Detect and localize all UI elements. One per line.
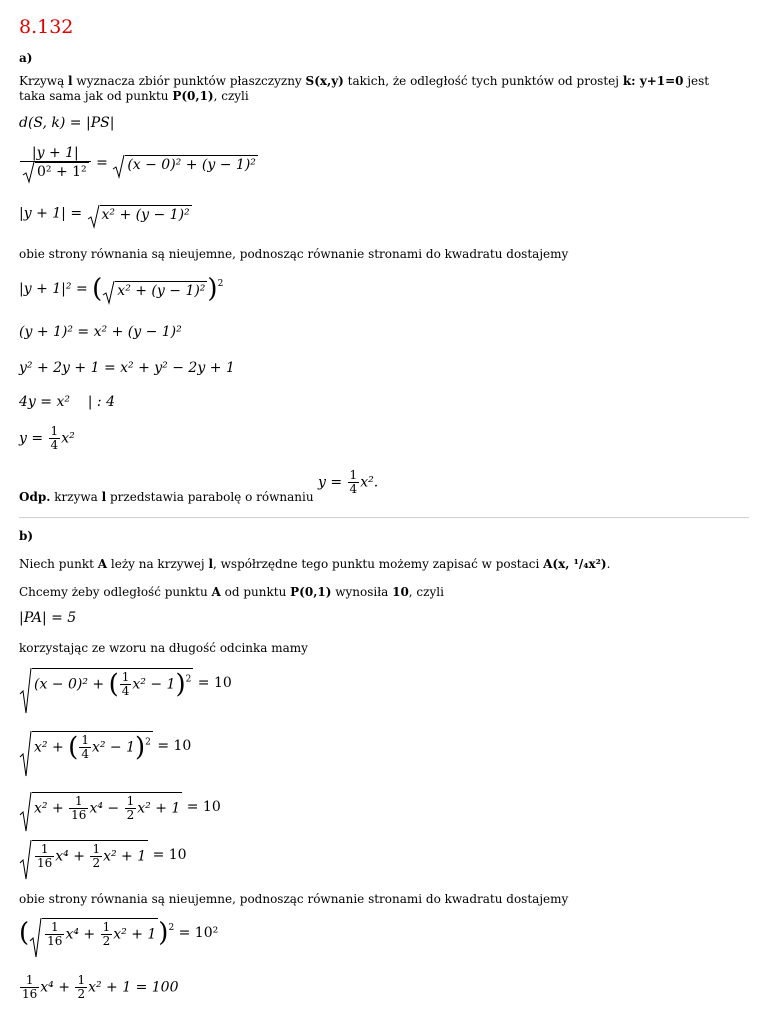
problem-number: 8.132 (19, 16, 74, 38)
equation-a7: 4y = x² | : 4 (19, 394, 115, 410)
equation-a5: (y + 1)² = x² + (y − 1)² (19, 324, 182, 340)
equation-a2: $\frac{|y + 1|}{\text{0² + 1²}}$ = (x − 0)² + (y − 1)² (19, 146, 258, 180)
part-b-line1: Niech punkt A leży na krzywej l, współrzędne tego punktu możemy zapisać w postaci A(x, ¹/₄x²). (19, 557, 611, 571)
part-b-note1: korzystając ze wzoru na długość odcinka mamy (19, 641, 308, 655)
equation-b6: ( $\frac{1}{16}$ x⁴ + $\frac{1}{2}$ x² + 1)$^2$ = 10² (19, 918, 218, 948)
part-b-label: b) (19, 529, 34, 543)
part-a-label: a) (19, 51, 33, 65)
equation-b7: $\frac{1}{16}$ x⁴ + $\frac{1}{2}$ x² + 1 = 100 (22, 973, 179, 1001)
section-divider (19, 517, 749, 518)
part-a-intro: Krzywą l wyznacza zbiór punktów płaszczyzny S(x,y) takich, że odległość tych punktów od prostej k: y+1=0 jest taka sama jak od punktu P(0,1), czyli (19, 74, 710, 103)
equation-b3: x² + ( $\frac{1}{4}$ x² − 1)$^2$ = 10 (19, 731, 191, 761)
equation-a3: |y + 1| = x² + (y − 1)² (19, 205, 192, 222)
equation-a4: |y + 1|² = ( x² + (y − 1)²)$^2$ (19, 274, 224, 304)
part-a-answer: Odp. krzywa l przedstawia parabolę o równaniu (19, 490, 314, 504)
equation-a1: d(S, k) = |PS| (19, 115, 115, 131)
equation-a6: y² + 2y + 1 = x² + y² − 2y + 1 (19, 360, 235, 376)
part-b-line2: Chcemy żeby odległość punktu A od punktu P(0,1) wynosiła 10, czyli (19, 585, 444, 599)
equation-b2: (x − 0)² + ( $\frac{1}{4}$ x² − 1)$^2$ = 10 (19, 668, 232, 698)
equation-b4: x² + $\frac{1}{16}$ x⁴ − $\frac{1}{2}$ x² + 1 = 10 (19, 792, 221, 822)
answer-equation: y = $\frac{1}{4}$ x². (318, 468, 379, 496)
equation-b5: $\frac{1}{16}$ x⁴ + $\frac{1}{2}$ x² + 1 = 10 (19, 840, 187, 870)
part-a-note: obie strony równania są nieujemne, podnosząc równanie stronami do kwadratu dostajemy (19, 247, 569, 261)
equation-b1: |PA| = 5 (19, 610, 77, 626)
equation-a8: y = $\frac{1}{4}$ x² (19, 424, 75, 452)
part-b-note2: obie strony równania są nieujemne, podnosząc równanie stronami do kwadratu dostajemy (19, 892, 569, 906)
